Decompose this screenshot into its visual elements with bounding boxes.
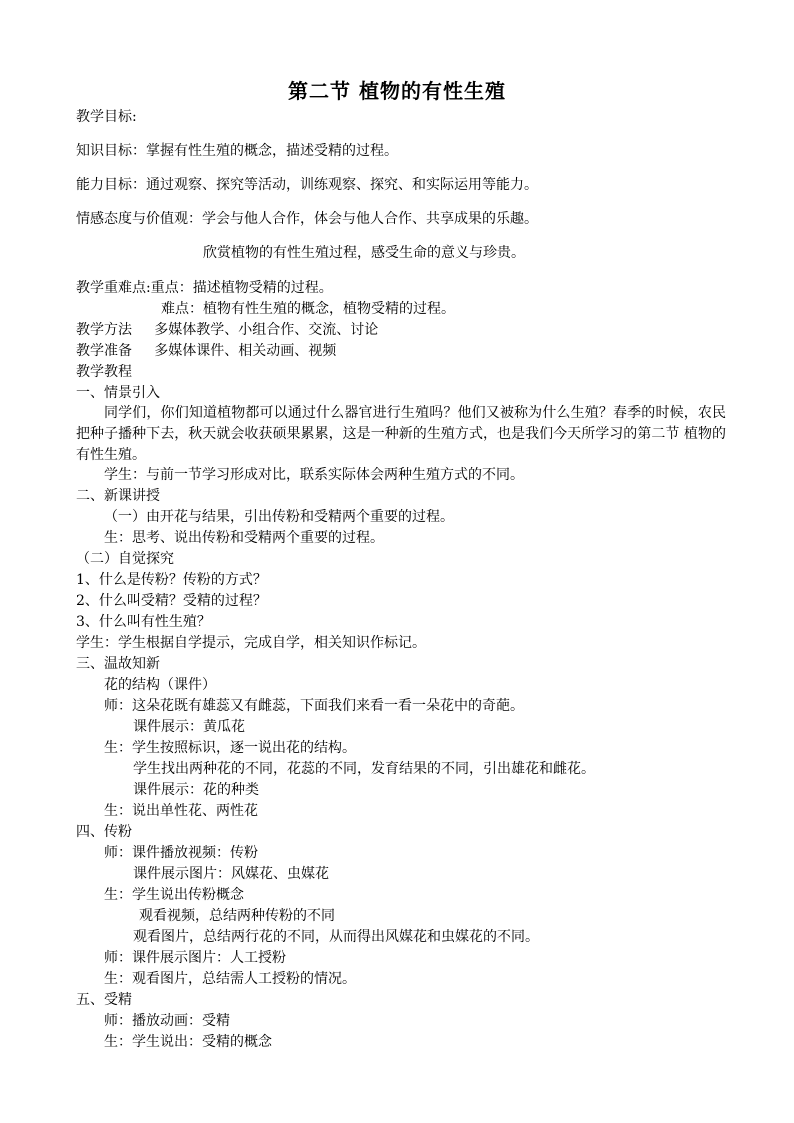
- knowledge-objective: 知识目标：掌握有性生殖的概念，描述受精的过程。: [76, 143, 398, 159]
- emotion-objective: 情感态度与价值观：学会与他人合作，体会与他人合作、共享成果的乐趣。: [76, 211, 538, 227]
- section-2-line-1: （一）由开花与结果，引出传粉和受精两个重要的过程。: [104, 509, 454, 525]
- section-4-line-5: 观看图片，总结两行花的不同，从而得出风媒花和虫媒花的不同。: [133, 929, 539, 945]
- section-4-heading: 四、传粉: [76, 824, 132, 840]
- section-3-line-6: 课件展示：花的种类: [133, 782, 259, 798]
- section-1-student: 学生：与前一节学习形成对比，联系实际体会两种生殖方式的不同。: [104, 467, 524, 483]
- section-2-heading: 二、新课讲授: [76, 488, 160, 504]
- objectives-heading: 教学目标:: [76, 109, 137, 125]
- teaching-methods: 教学方法 多媒体教学、小组合作、交流、讨论: [76, 322, 379, 338]
- section-3-heading: 三、温故知新: [76, 656, 160, 672]
- section-5-heading: 五、受精: [76, 992, 132, 1008]
- section-3-line-5: 学生找出两种花的不同，花蕊的不同，发育结果的不同，引出雄花和雌花。: [133, 761, 595, 777]
- ability-objective: 能力目标：通过观察、探究等活动，训练观察、探究、和实际运用等能力。: [76, 177, 538, 193]
- process-heading: 教学教程: [76, 364, 132, 380]
- question-2: 2、什么叫受精？受精的过程？: [76, 593, 267, 609]
- section-3-line-2: 师：这朵花既有雄蕊又有雌蕊，下面我们来看一看一朵花中的奇葩。: [104, 698, 524, 714]
- question-1: 1、什么是传粉？传粉的方式？: [76, 572, 267, 588]
- section-3-line-1: 花的结构（课件）: [104, 677, 216, 693]
- question-3: 3、什么叫有性生殖？: [76, 614, 211, 630]
- section-4-line-2: 课件展示图片：风媒花、虫媒花: [133, 866, 329, 882]
- section-3-line-4: 生：学生按照标识，逐一说出花的结构。: [104, 740, 356, 756]
- section-5-line-2: 生：学生说出：受精的概念: [104, 1034, 272, 1050]
- section-2-line-3: （二）自觉探究: [76, 551, 174, 567]
- section-4-line-6: 师：课件展示图片：人工授粉: [104, 950, 286, 966]
- section-4-line-4: 观看视频，总结两种传粉的不同: [139, 908, 335, 924]
- section-3-line-7: 生：说出单性花、两性花: [104, 803, 258, 819]
- section-1-paragraph: 同学们，你们知道植物都可以通过什么器官进行生殖吗？他们又被称为什么生殖？春季的时候，农民把种子播种下去，秋天就会收获硕果累累，这是一种新的生殖方式，也是我们今天所学习的第二节 植物的有性生殖。: [76, 405, 726, 463]
- section-3-line-3: 课件展示：黄瓜花: [133, 719, 245, 735]
- section-4-line-3: 生：学生说出传粉概念: [104, 887, 244, 903]
- section-2-line-2: 生：思考、说出传粉和受精两个重要的过程。: [104, 530, 384, 546]
- teaching-preparation: 教学准备 多媒体课件、相关动画、视频: [76, 343, 337, 359]
- key-point: 教学重难点:重点：描述植物受精的过程。: [76, 280, 333, 296]
- section-4-line-1: 师：课件播放视频：传粉: [104, 845, 258, 861]
- section-2-student: 学生：学生根据自学提示，完成自学，相关知识作标记。: [76, 635, 426, 651]
- section-1-heading: 一、情景引入: [76, 385, 160, 401]
- emotion-objective-continued: 欣赏植物的有性生殖过程，感受生命的意义与珍贵。: [203, 245, 525, 261]
- section-4-line-7: 生：观看图片，总结需人工授粉的情况。: [104, 971, 356, 987]
- section-5-line-1: 师：播放动画：受精: [104, 1013, 230, 1029]
- page-title: 第二节 植物的有性生殖: [288, 79, 506, 103]
- difficult-point: 难点：植物有性生殖的概念，植物受精的过程。: [161, 301, 455, 317]
